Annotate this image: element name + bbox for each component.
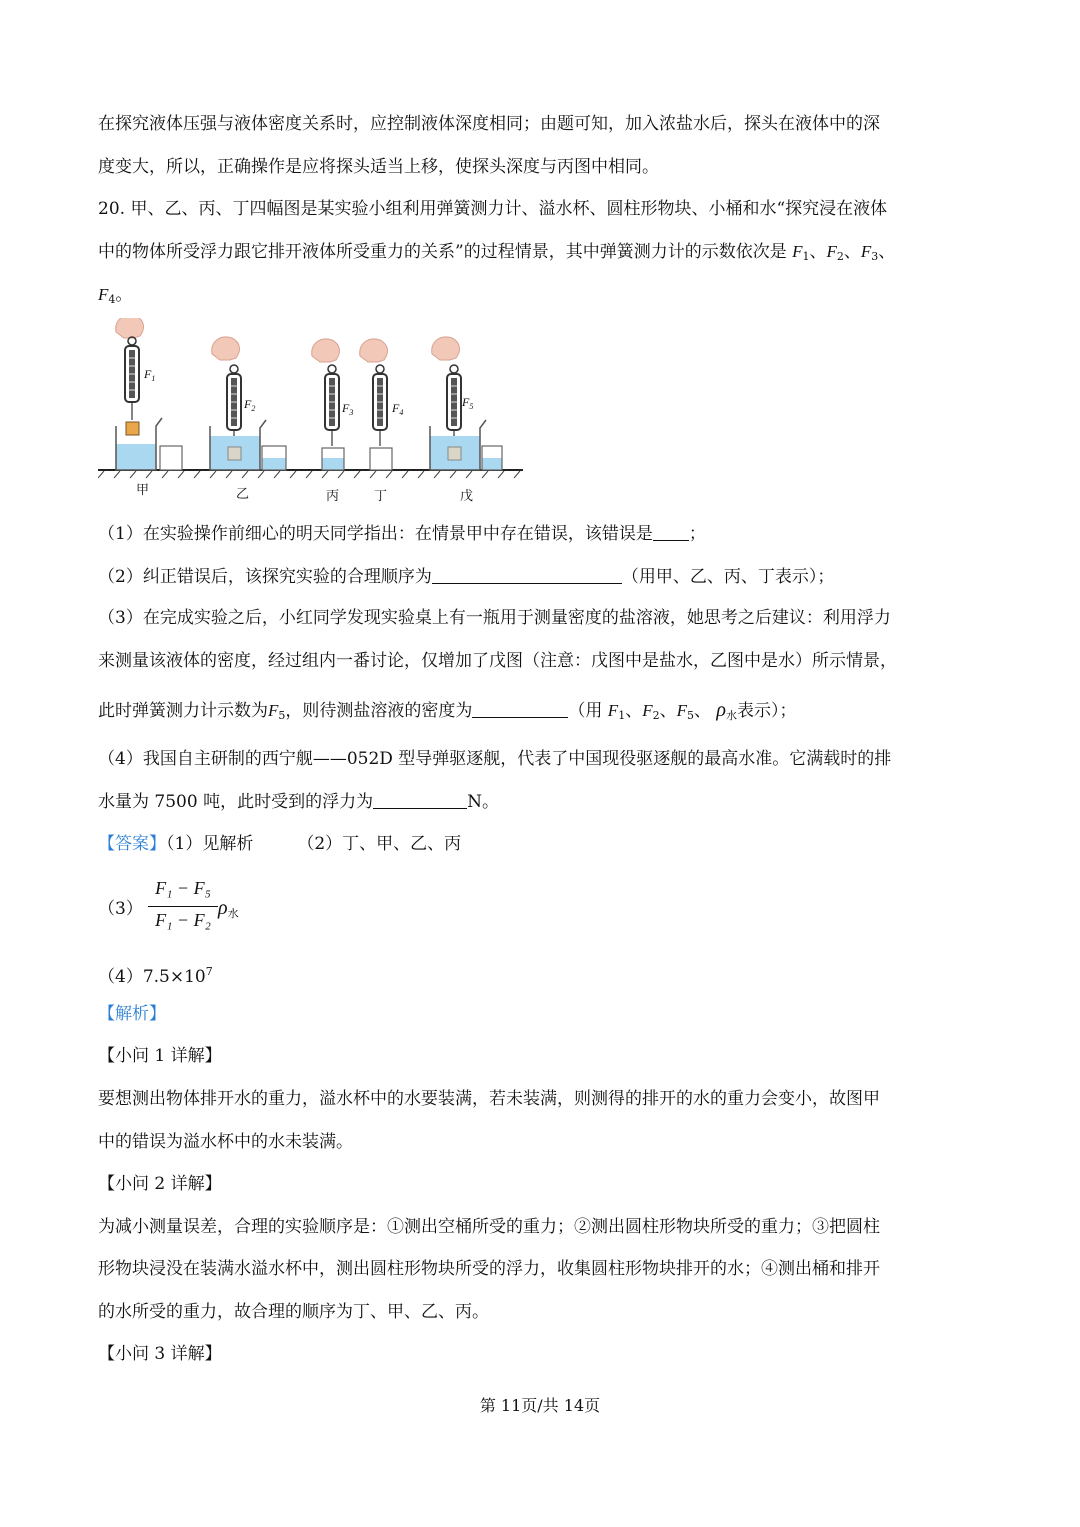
force-f4-sub: 4 xyxy=(108,293,116,306)
force-f1: F xyxy=(792,242,803,261)
answer-tag: 【答案】 xyxy=(98,834,166,854)
force-f1-sub: 1 xyxy=(802,250,810,263)
rho-water-sub: 水 xyxy=(227,907,239,920)
fig-label-f3: $F_3$ xyxy=(342,401,354,417)
rho-water-sub: 水 xyxy=(725,709,737,722)
scene-ding xyxy=(360,339,392,470)
force-f2-sub: 2 xyxy=(652,709,660,722)
question-line-1: 20. 甲、乙、丙、丁四幅图是某实验小组利用弹簧测力计、溢水杯、圆柱形物块、小桶和水“探究浸在液体 xyxy=(98,199,888,219)
sep: 、 xyxy=(659,701,677,721)
experiment-figure xyxy=(98,318,528,508)
sep: 、 xyxy=(878,242,896,262)
p3-text-d: 表示）； xyxy=(736,701,797,721)
force-f2: F xyxy=(826,242,837,261)
intro-line-1: 在探究液体压强与液体密度关系时，应控制液体深度相同；由题可知，加入浓盐水后，探头在液体中的深 xyxy=(98,114,880,134)
part-2-text: （2）纠正错误后，该探究实验的合理顺序为 xyxy=(98,567,432,587)
q2-line-2: 形物块浸没在装满水溢水杯中，测出圆柱形物块所受的浮力，收集圆柱形物块排开的水；④测出桶和排开 xyxy=(98,1259,880,1279)
q1-line-2: 中的错误为溢水杯中的水未装满。 xyxy=(98,1132,353,1152)
answer-blank-2[interactable] xyxy=(432,565,622,584)
scene-jia xyxy=(116,318,182,470)
part-1-end: ； xyxy=(688,524,706,544)
part-3-line-3 xyxy=(98,698,796,728)
page-footer: 第 11页/共 14页 xyxy=(479,1396,601,1415)
part-3-line-2: 来测量该液体的密度，经过组内一番讨论，仅增加了戊图（注意：戊图中是盐水，乙图中是水）所示情景， xyxy=(98,651,897,671)
sep: 、 xyxy=(843,242,861,262)
answer-4 xyxy=(98,960,213,989)
period: 。 xyxy=(115,285,133,305)
fraction-bar xyxy=(148,906,218,907)
question-line-2 xyxy=(98,240,895,269)
part-2 xyxy=(98,565,834,589)
rho-symbol: ρ xyxy=(716,699,726,721)
answer-line xyxy=(98,832,461,856)
q2-line-1: 为减小测量误差，合理的实验顺序是：①测出空桶所受的重力；②测出圆柱形物块所受的重力；③把圆柱 xyxy=(98,1217,880,1237)
p3-text-c: （用 xyxy=(568,701,603,721)
part-1 xyxy=(98,522,706,546)
scene-bing xyxy=(312,339,344,470)
answer-3-prefix: （3） xyxy=(98,899,143,919)
q1-line-1: 要想测出物体排开水的重力，溢水杯中的水要装满，若未装满，则测得的排开的水的重力会变小，故图甲 xyxy=(98,1089,880,1109)
fig-caption-wu: 戊 xyxy=(460,489,474,504)
q1-heading: 【小问 1 详解】 xyxy=(98,1046,222,1066)
fig-caption-jia: 甲 xyxy=(136,483,150,498)
force-f3-sub: 3 xyxy=(871,250,879,263)
force-f5-sub: 5 xyxy=(278,709,286,722)
p3-text-a: 此时弹簧测力计示数为 xyxy=(98,701,268,721)
answer-blank-1[interactable] xyxy=(653,522,689,541)
answer-4-exponent: 7 xyxy=(205,965,213,978)
sep: 、 xyxy=(809,242,827,262)
answer-1: （1）见解析 xyxy=(166,834,254,854)
fig-label-f2: $F_2$ xyxy=(244,397,256,413)
p4-text-b: N。 xyxy=(467,792,499,812)
force-f4: F xyxy=(98,285,109,304)
part-3-line-1: （3）在完成实验之后，小红同学发现实验桌上有一瓶用于测量密度的盐溶液，她思考之后建议：利用浮力 xyxy=(98,608,891,628)
part-4-line-2 xyxy=(98,790,499,814)
force-f5: F xyxy=(268,701,279,720)
analysis-tag: 【解析】 xyxy=(98,1004,166,1024)
rho-symbol: ρ xyxy=(218,897,228,919)
question-line-3 xyxy=(98,283,132,312)
force-f1-sub: 1 xyxy=(618,709,626,722)
part-1-text: （1）在实验操作前细心的明天同学指出：在情景甲中存在错误，该错误是 xyxy=(98,524,653,544)
fig-label-f5: $F_5$ xyxy=(462,395,474,411)
q2-heading: 【小问 2 详解】 xyxy=(98,1174,222,1194)
part-2-end: （用甲、乙、丙、丁表示）； xyxy=(621,567,835,587)
fig-label-f1: $F_1$ xyxy=(144,367,156,383)
answer-blank-4[interactable] xyxy=(373,790,467,809)
fraction-numerator: F₁ − F₅ xyxy=(155,878,211,898)
force-f1: F xyxy=(607,701,619,720)
answer-blank-3[interactable] xyxy=(472,699,568,718)
force-f5: F xyxy=(676,701,687,720)
p3-text-b: ，则待测盐溶液的密度为 xyxy=(285,701,473,721)
part-4-line-1: （4）我国自主研制的西宁舰——052D 型导弹驱逐舰，代表了中国现役驱逐舰的最高水准。它满载时的排 xyxy=(98,749,892,769)
answer-3-rho xyxy=(218,896,239,926)
intro-line-2: 度变大，所以，正确操作是应将探头适当上移，使探头深度与丙图中相同。 xyxy=(98,157,659,177)
q3-heading: 【小问 3 详解】 xyxy=(98,1344,222,1364)
force-f3: F xyxy=(860,242,872,261)
fraction-denominator: F₁ − F₂ xyxy=(155,910,211,930)
force-f2: F xyxy=(642,701,653,720)
answer-2: （2）丁、甲、乙、丙 xyxy=(297,834,462,854)
fig-caption-yi: 乙 xyxy=(236,487,250,502)
fig-caption-ding: 丁 xyxy=(374,489,388,504)
fig-label-f4: $F_4$ xyxy=(392,401,404,417)
q2-line-3: 的水所受的重力，故合理的顺序为丁、甲、乙、丙。 xyxy=(98,1302,489,1322)
sep: 、 xyxy=(693,701,711,721)
force-f5-sub: 5 xyxy=(686,709,694,722)
answer-4-base: （4）7.5×10 xyxy=(98,967,206,987)
p4-text-a: 水量为 7500 吨，此时受到的浮力为 xyxy=(98,792,374,812)
force-f2-sub: 2 xyxy=(836,250,844,263)
sep: 、 xyxy=(625,701,643,721)
question-line-2-text: 中的物体所受浮力跟它排开液体所受重力的关系”的过程情景，其中弹簧测力计的示数依次是 xyxy=(98,242,787,262)
fig-caption-bing: 丙 xyxy=(326,489,340,504)
